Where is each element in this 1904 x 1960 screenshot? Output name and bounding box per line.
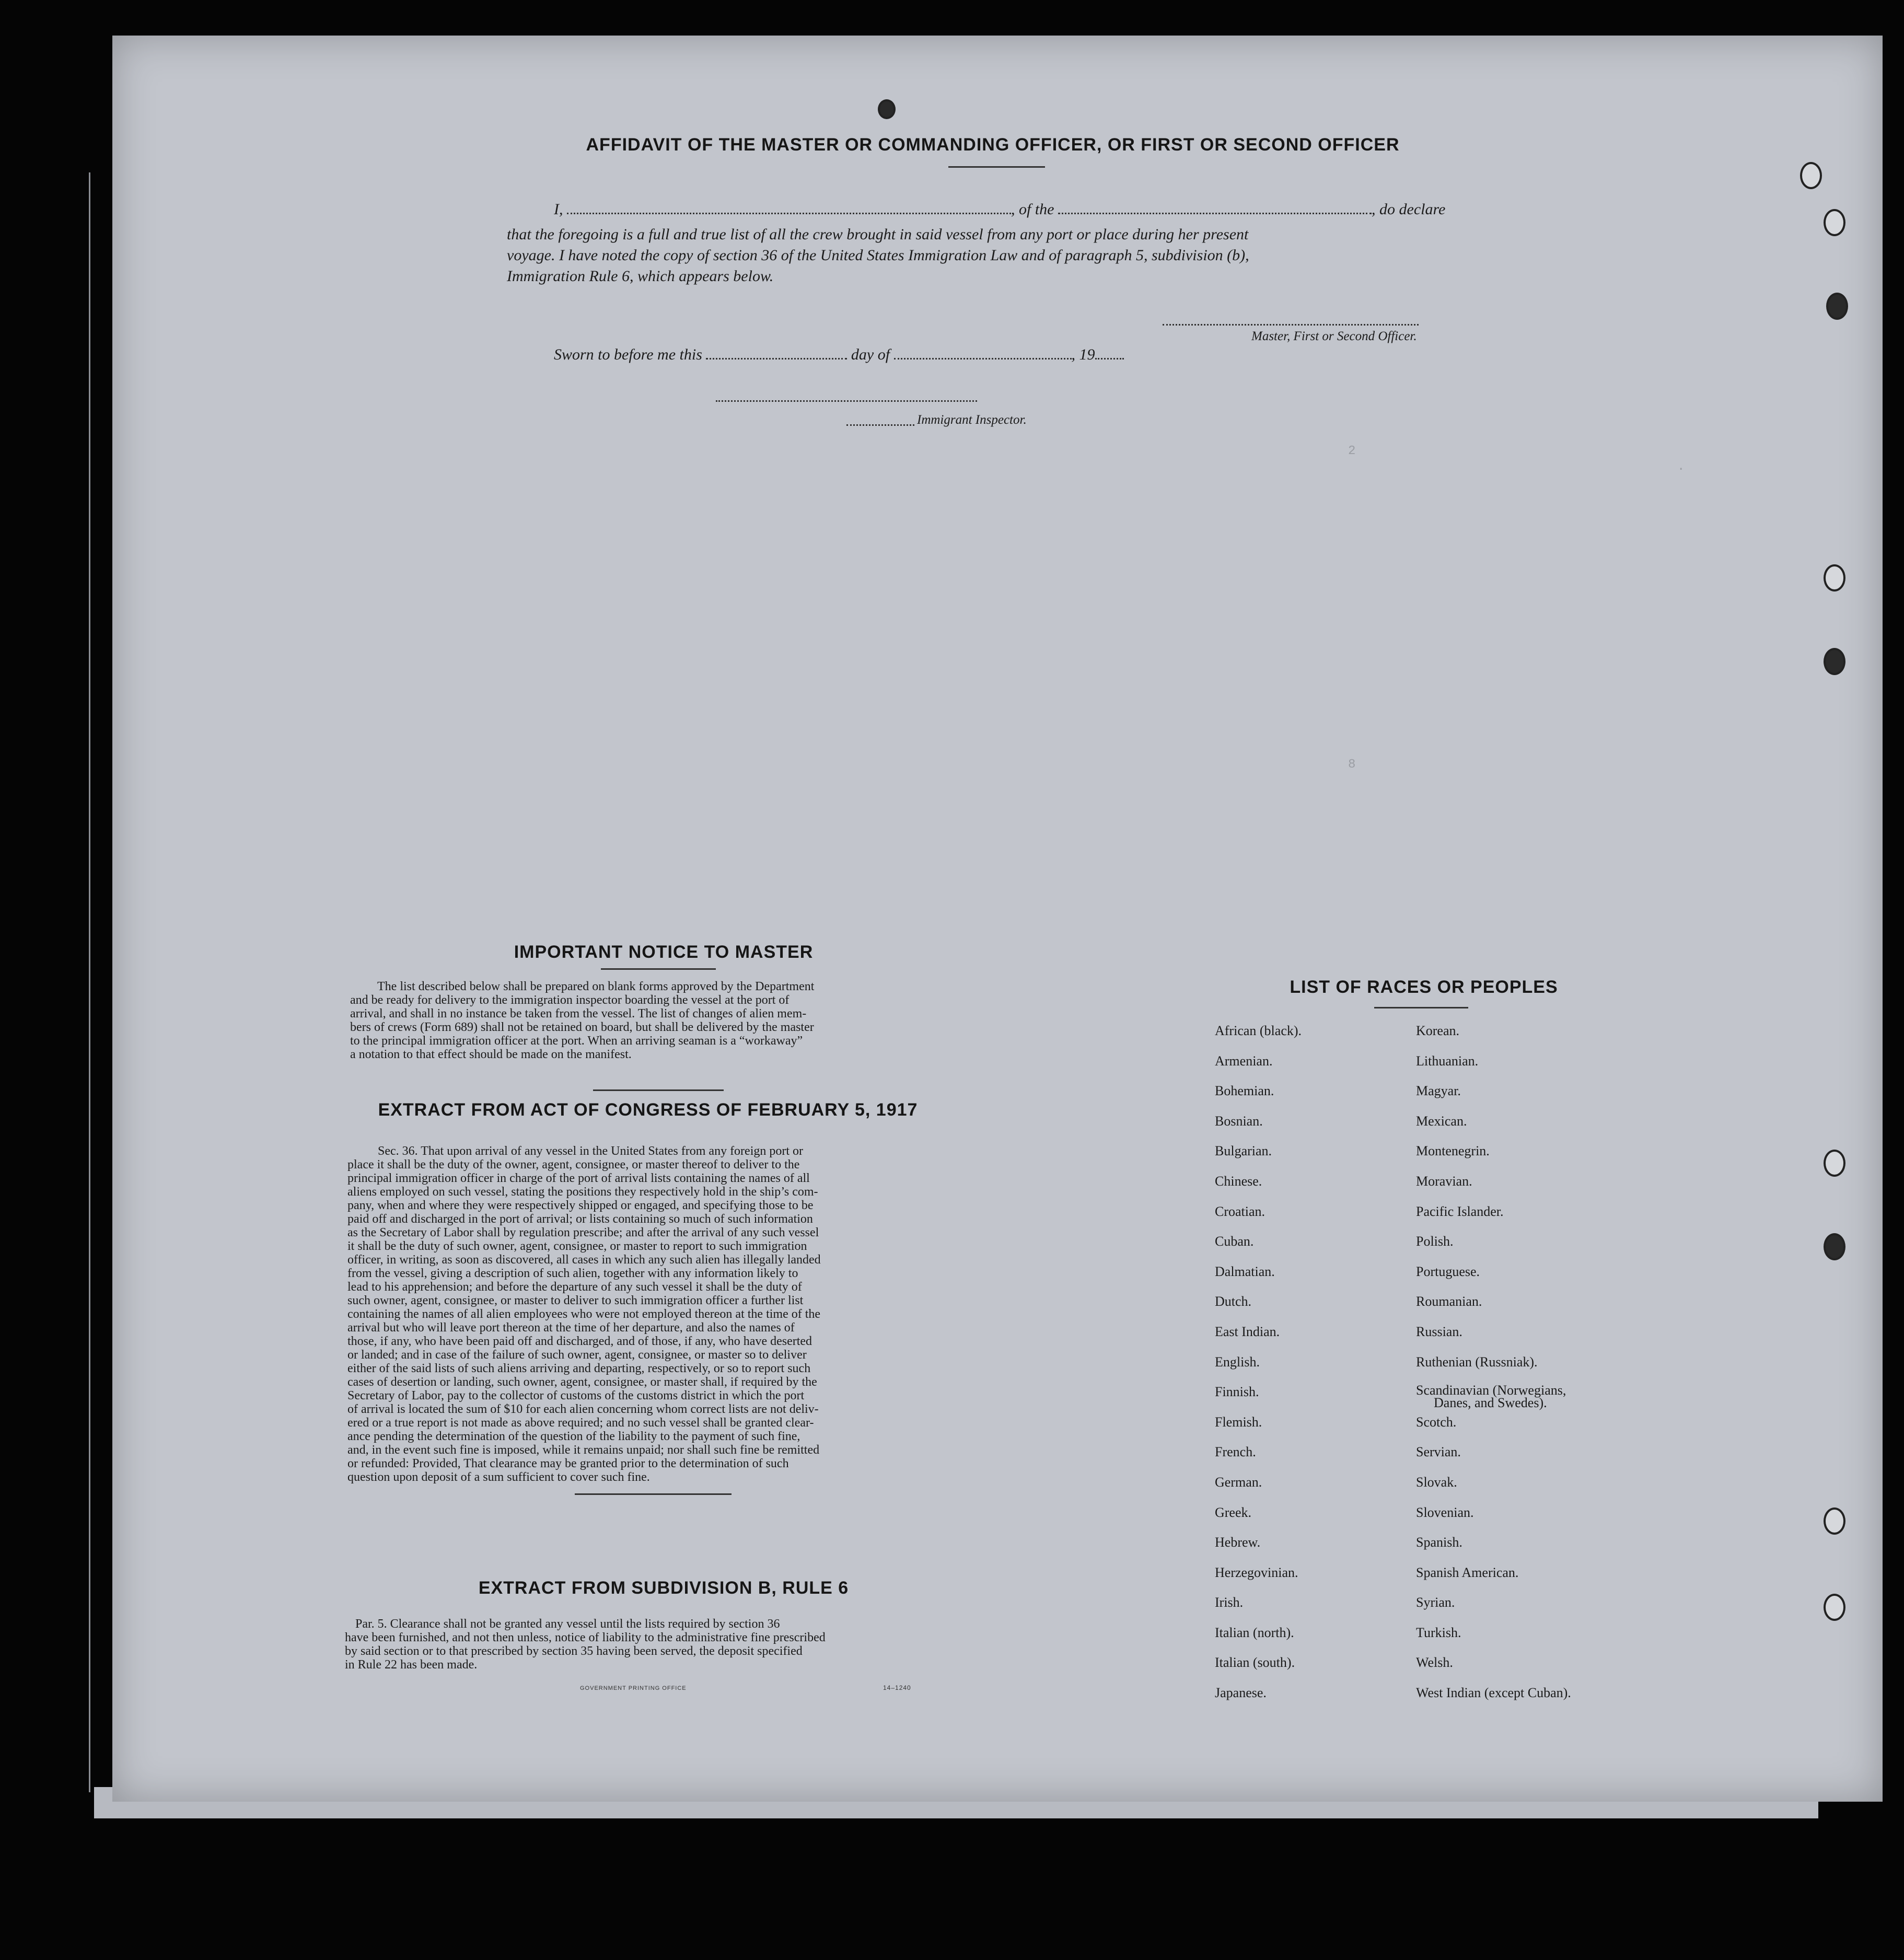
race-item: Korean. (1416, 1023, 1460, 1038)
act-line: from the vessel, giving a description of such alien, together with any information likely to (347, 1267, 798, 1280)
races-right-column (1416, 1023, 1635, 1715)
race-item: Russian. (1416, 1324, 1462, 1339)
act-line: cases of desertion or landing, such owner, agent, consignee, or master shall, if required by the (347, 1375, 817, 1389)
inspector-short-line (846, 424, 914, 426)
affidavit-line-2: that the foregoing is a full and true list of all the crew brought in said vessel from any port or place during her present (507, 226, 1249, 243)
affidavit-i: I, (554, 201, 563, 218)
races-title: LIST OF RACES OR PEOPLES (1290, 977, 1558, 997)
sworn-line (554, 346, 1233, 364)
sworn-month-field[interactable] (894, 358, 1072, 359)
races-left-column (1215, 1023, 1413, 1715)
notice-end-rule (593, 1089, 724, 1091)
race-item: Welsh. (1416, 1655, 1453, 1671)
race-item: Portuguese. (1416, 1263, 1480, 1279)
race-item: Hebrew. (1215, 1535, 1261, 1550)
race-item: Armenian. (1215, 1053, 1273, 1069)
act-line: as the Secretary of Labor shall by regulation prescribe; and after the arrival of any such vessel (347, 1226, 819, 1239)
race-item: Slovenian. (1416, 1504, 1474, 1520)
race-item: Polish. (1416, 1234, 1454, 1249)
race-item: Spanish. (1416, 1535, 1462, 1550)
act-line: and, in the event such fine is imposed, while it remains unpaid; nor shall such fine be remitted (347, 1443, 820, 1457)
race-item: Mexican. (1416, 1113, 1467, 1129)
race-item: Croatian. (1215, 1203, 1266, 1219)
extract-act-body (347, 1144, 941, 1484)
sworn-year-field[interactable] (1095, 358, 1124, 359)
punch-hole-icon (1824, 648, 1845, 675)
race-item: Flemish. (1215, 1414, 1262, 1430)
race-item: Italian (north). (1215, 1625, 1294, 1640)
act-line: ered or a true report is not made as above required; and no such vessel shall be granted clear- (347, 1416, 814, 1430)
act-line: ance pending the determination of the question of the liability to the payment of such fine, (347, 1430, 800, 1443)
sworn-day-of: day of (851, 346, 890, 363)
inspector-signature-line[interactable] (716, 400, 977, 402)
act-line: pany, when and where they were respectively shipped or engaged, and specifying those to be (347, 1199, 814, 1212)
rule-line: Par. 5. Clearance shall not be granted any vessel until the lists required by section 36 (355, 1617, 780, 1631)
punch-hole-icon (1824, 1507, 1845, 1535)
act-line: or refunded: Provided, That clearance may be granted prior to the determination of such (347, 1457, 789, 1470)
inspector-label: Immigrant Inspector. (917, 413, 1027, 427)
act-line: officer, in writing, as soon as discovered, all cases in which any such alien has illegally landed (347, 1253, 821, 1267)
sworn-start: Sworn to before me this (554, 346, 702, 363)
act-line: Secretary of Labor, pay to the collector of customs of the customs district in which the port (347, 1389, 805, 1402)
race-item: Irish. (1215, 1595, 1244, 1610)
punch-hole-icon (878, 99, 896, 119)
race-item: Bulgarian. (1215, 1143, 1272, 1159)
race-item: German. (1215, 1474, 1262, 1490)
race-item: Italian (south). (1215, 1655, 1295, 1671)
form-number: 14–1240 (883, 1684, 911, 1691)
notice-line: and be ready for delivery to the immigration inspector boarding the vessel at the port of (350, 993, 790, 1007)
race-item: Cuban. (1215, 1234, 1254, 1249)
race-item: East Indian. (1215, 1324, 1280, 1339)
act-line: either of the said lists of such aliens arriving and departing, respectively, or so to report such (347, 1362, 811, 1375)
act-line: such owner, agent, consignee, or master to deliver to such immigration officer a further list (347, 1294, 804, 1307)
affidavit-title: AFFIDAVIT OF THE MASTER OR COMMANDING OFFICER, OR FIRST OR SECOND OFFICER (586, 135, 1400, 155)
act-line: paid off and discharged in the port of arrival; or lists containing so much of such information (347, 1212, 813, 1226)
bleed-through-mark: 2 (1348, 444, 1356, 458)
act-line: those, if any, who have been paid off and discharged, and of those, if any, who have deserted (347, 1335, 812, 1348)
race-item: Dalmatian. (1215, 1263, 1275, 1279)
officer-name-field[interactable] (567, 213, 1011, 214)
race-item: Slovak. (1416, 1474, 1457, 1490)
act-line: lead to his apprehension; and before the departure of any such vessel it shall be the duty of (347, 1280, 802, 1294)
race-item: Finnish. (1215, 1384, 1259, 1400)
act-line: Sec. 36. That upon arrival of any vessel in the United States from any foreign port or (378, 1144, 804, 1158)
race-item: Ruthenian (Russniak). (1416, 1354, 1538, 1370)
punch-hole-icon (1800, 162, 1822, 189)
notice-line: to the principal immigration officer at the port. When an arriving seaman is a “workaway” (350, 1034, 803, 1048)
punch-hole-icon (1824, 1594, 1845, 1621)
notice-title: IMPORTANT NOTICE TO MASTER (514, 942, 814, 962)
race-item: Roumanian. (1416, 1294, 1482, 1309)
notice-line: The list described below shall be prepared on blank forms approved by the Department (377, 980, 815, 993)
race-item: Scotch. (1416, 1414, 1457, 1430)
race-item: Dutch. (1215, 1294, 1252, 1309)
rule-line: have been furnished, and not then unless, notice of liability to the administrative fine prescribed (345, 1631, 826, 1644)
bleed-through-mark: 8 (1348, 758, 1356, 772)
master-signature-line[interactable] (1163, 324, 1419, 326)
race-item: Pacific Islander. (1416, 1203, 1504, 1219)
act-line: principal immigration officer in charge of the port of arrival lists containing the names of all (347, 1172, 810, 1185)
race-item: Chinese. (1215, 1173, 1262, 1189)
affidavit-of-the: , of the (1011, 201, 1054, 218)
race-item: Servian. (1416, 1444, 1461, 1460)
affidavit-title-rule (948, 166, 1045, 168)
punch-hole-icon (1824, 209, 1845, 236)
race-item: Magyar. (1416, 1083, 1461, 1099)
race-item: Spanish American. (1416, 1564, 1519, 1580)
extract-rule-title: EXTRACT FROM SUBDIVISION B, RULE 6 (478, 1578, 849, 1598)
race-item: Turkish. (1416, 1625, 1461, 1640)
race-item-scandinavian: Scandinavian (Norwegians, (1416, 1383, 1566, 1398)
race-item: Moravian. (1416, 1173, 1472, 1189)
race-item: French. (1215, 1444, 1256, 1460)
act-line: of arrival is located the sum of $10 for each alien concerning whom correct lists are not deliv- (347, 1402, 819, 1416)
act-line: place it shall be the duty of the owner, agent, consignee, or master thereof to deliver to the (347, 1158, 800, 1172)
act-line: or landed; and in case of the failure of such owner, agent, consignee, or master so to deliver (347, 1348, 807, 1362)
punch-hole-icon (1824, 1150, 1845, 1177)
notice-title-rule (601, 968, 716, 970)
notice-line: bers of crews (Form 689) shall not be retained on board, but shall be delivered by the master (350, 1020, 814, 1034)
race-item: Japanese. (1215, 1685, 1267, 1701)
race-item: West Indian (except Cuban). (1416, 1685, 1571, 1701)
act-line: it shall be the duty of such owner, agent, consignee, or master to report to such immigration (347, 1239, 807, 1253)
extract-act-end-rule (575, 1493, 732, 1495)
punch-hole-icon (1824, 1233, 1845, 1260)
act-line: question upon deposit of a sum sufficient to cover such fine. (347, 1470, 650, 1484)
act-line: arrival but who will leave port thereon at the time of her departure, and also the names of (347, 1321, 795, 1335)
extract-rule-body (345, 1617, 938, 1672)
race-item: African (black). (1215, 1023, 1302, 1038)
notice-line: arrival, and shall in no instance be taken from the vessel. The list of changes of alien mem- (350, 1007, 807, 1020)
vessel-name-field[interactable] (1058, 213, 1372, 214)
affidavit-line-1 (554, 201, 1494, 218)
race-item: Lithuanian. (1416, 1053, 1479, 1069)
affidavit-line-4: Immigration Rule 6, which appears below. (507, 268, 774, 285)
page-edge-lines (89, 172, 106, 1792)
punch-hole-icon (1824, 564, 1845, 592)
affidavit-line-3: voyage. I have noted the copy of section 36 of the United States Immigration Law and of paragraph 5, subdivision (b), (507, 247, 1249, 264)
master-signature-label: Master, First or Second Officer. (1251, 329, 1417, 343)
race-item: Bosnian. (1215, 1113, 1263, 1129)
notice-line: a notation to that effect should be made on the manifest. (350, 1048, 632, 1061)
sworn-year-prefix: , 19 (1071, 346, 1095, 363)
race-item: Bohemian. (1215, 1083, 1274, 1099)
extract-act-title: EXTRACT FROM ACT OF CONGRESS OF FEBRUARY 5, 1917 (378, 1100, 918, 1120)
punch-hole-icon (1826, 293, 1848, 320)
race-item: English. (1215, 1354, 1260, 1370)
printer-imprint: GOVERNMENT PRINTING OFFICE (580, 1685, 687, 1691)
rule-line: in Rule 22 has been made. (345, 1658, 478, 1672)
affidavit-declare: , do declare (1372, 201, 1446, 218)
race-item: Herzegovinian. (1215, 1564, 1298, 1580)
race-item: Syrian. (1416, 1595, 1455, 1610)
sworn-day-field[interactable] (706, 358, 847, 359)
act-line: aliens employed on such vessel, stating the positions they respectively hold in the ship’s com- (347, 1185, 818, 1199)
bleed-through-mark: . (1677, 460, 1685, 474)
race-item-continuation: Danes, and Swedes). (1434, 1395, 1547, 1411)
race-item: Greek. (1215, 1504, 1252, 1520)
notice-body (350, 980, 943, 1061)
rule-line: by said section or to that prescribed by section 35 having been served, the deposit specified (345, 1644, 803, 1658)
act-line: containing the names of all alien employees who were not employed thereon at the time of the (347, 1307, 821, 1321)
races-title-rule (1374, 1007, 1468, 1008)
race-item (1416, 1384, 1635, 1414)
race-item: Montenegrin. (1416, 1143, 1490, 1159)
